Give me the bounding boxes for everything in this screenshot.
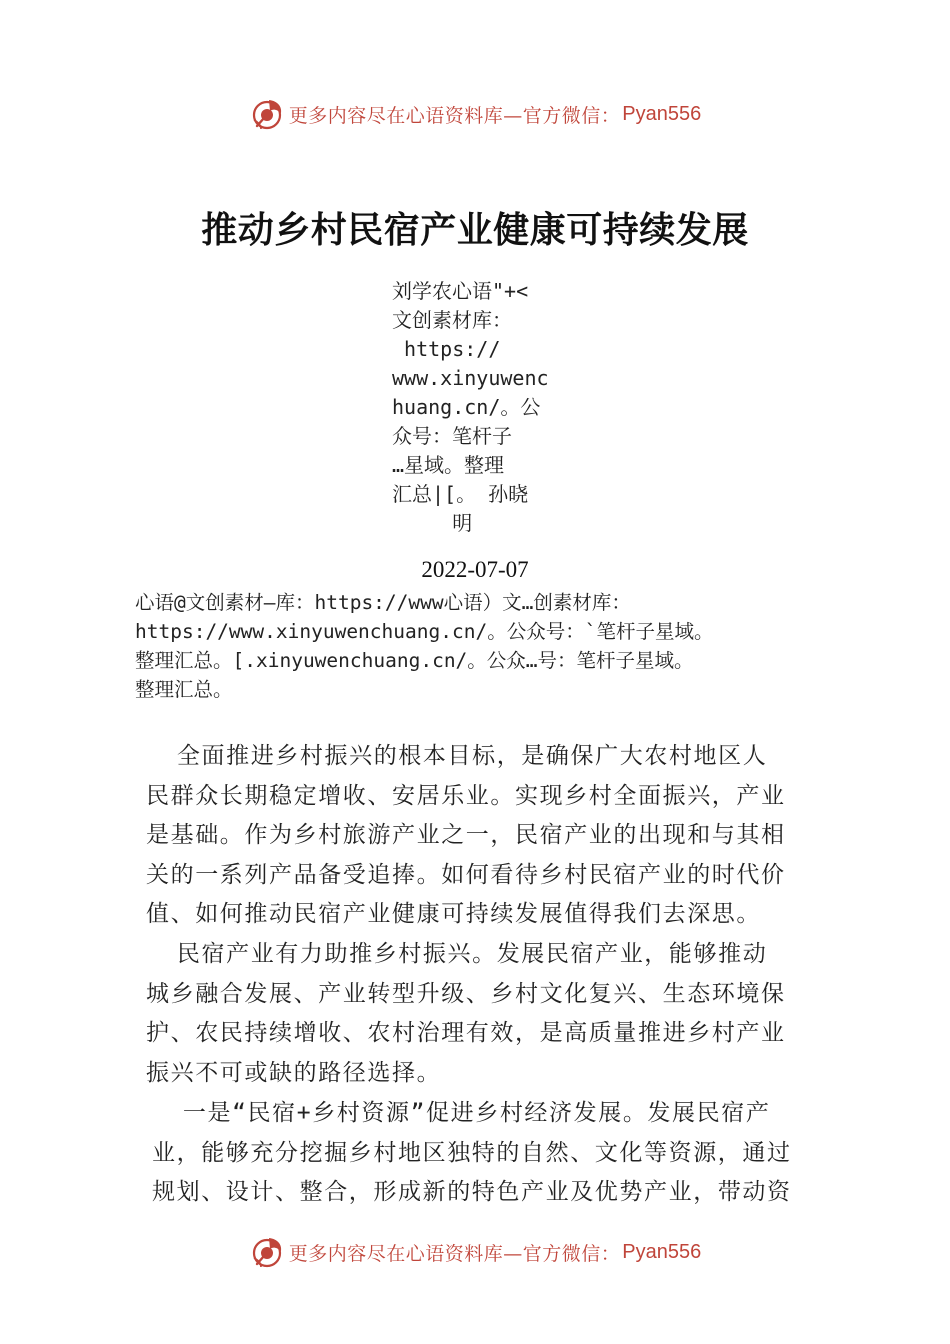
paragraph-2 [146,935,811,1093]
source-line: 整理汇总。 [135,678,233,701]
source-line: https://www.xinyuwenchuang.cn/。公众号：`笔杆子星域。 [135,620,714,643]
watermark-banner-top [0,94,950,134]
byline-line: 汇总|[。 孙晓 [392,482,529,506]
article-date: 2022-07-07 [421,557,529,582]
byline-line: …星域。整理 [392,453,505,477]
paragraph-line: 振兴不可或缺的路径选择。 [146,1059,442,1086]
watermark-banner-bottom [0,1232,950,1272]
byline-line: 刘学农心语"+< [392,279,529,303]
paragraph-line: 城乡融合发展、产业转型升级、乡村文化复兴、生态环境保 [146,980,786,1007]
quill-logo-icon [249,96,285,132]
byline-line: 文创素材库： [392,308,512,332]
paragraph-line: 全面推进乡村振兴的根本目标，是确保广大农村地区人 [146,743,768,769]
source-line: 整理汇总。[.xinyuwenchuang.cn/。公众…号：笔杆子星域。 [135,649,694,672]
watermark-wechat-id: Pyan556 [622,102,702,125]
paragraph-line: 民群众长期稳定增收、安居乐业。实现乡村全面振兴，产业 [146,782,786,809]
byline [392,277,562,538]
byline-line: 明 [392,511,473,535]
paragraph-line: 业，能够充分挖掘乡村地区独特的自然、文化等资源，通过 [152,1139,792,1166]
quill-logo-icon [249,1234,285,1270]
byline-line: www.xinyuwenc [392,366,549,390]
paragraph-line: 护、农民持续增收、农村治理有效，是高质量推进乡村产业 [146,1020,786,1047]
paragraph-line: 民宿产业有力助推乡村振兴。发展民宿产业，能够推动 [146,941,768,967]
byline-line: huang.cn/。公 [392,395,541,419]
source-line: 心语@文创素材—库：https://www心语）文…创素材库： [135,591,631,614]
paragraph-line: 关的一系列产品备受追捧。如何看待乡村民宿产业的时代价 [146,861,786,888]
paragraph-line: 一是“民宿+乡村资源”促进乡村经济发展。发展民宿产 [152,1100,771,1126]
watermark-wechat-id: Pyan556 [622,1240,702,1263]
article-title: 推动乡村民宿产业健康可持续发展 [201,209,749,251]
paragraph-line: 值、如何推动民宿产业健康可持续发展值得我们去深思。 [146,901,761,928]
paragraph-3 [152,1094,817,1213]
source-block [135,588,825,704]
paragraph-1 [146,737,811,935]
watermark-text: 更多内容尽在心语资料库—官方微信： [288,1242,621,1265]
byline-line: 众号：笔杆子 [392,424,512,448]
paragraph-line: 规划、设计、整合，形成新的特色产业及优势产业，带动资 [152,1179,792,1206]
paragraph-line: 是基础。作为乡村旅游产业之一，民宿产业的出现和与其相 [146,822,786,849]
byline-line: https:// [392,337,501,361]
watermark-text: 更多内容尽在心语资料库—官方微信： [288,104,621,127]
